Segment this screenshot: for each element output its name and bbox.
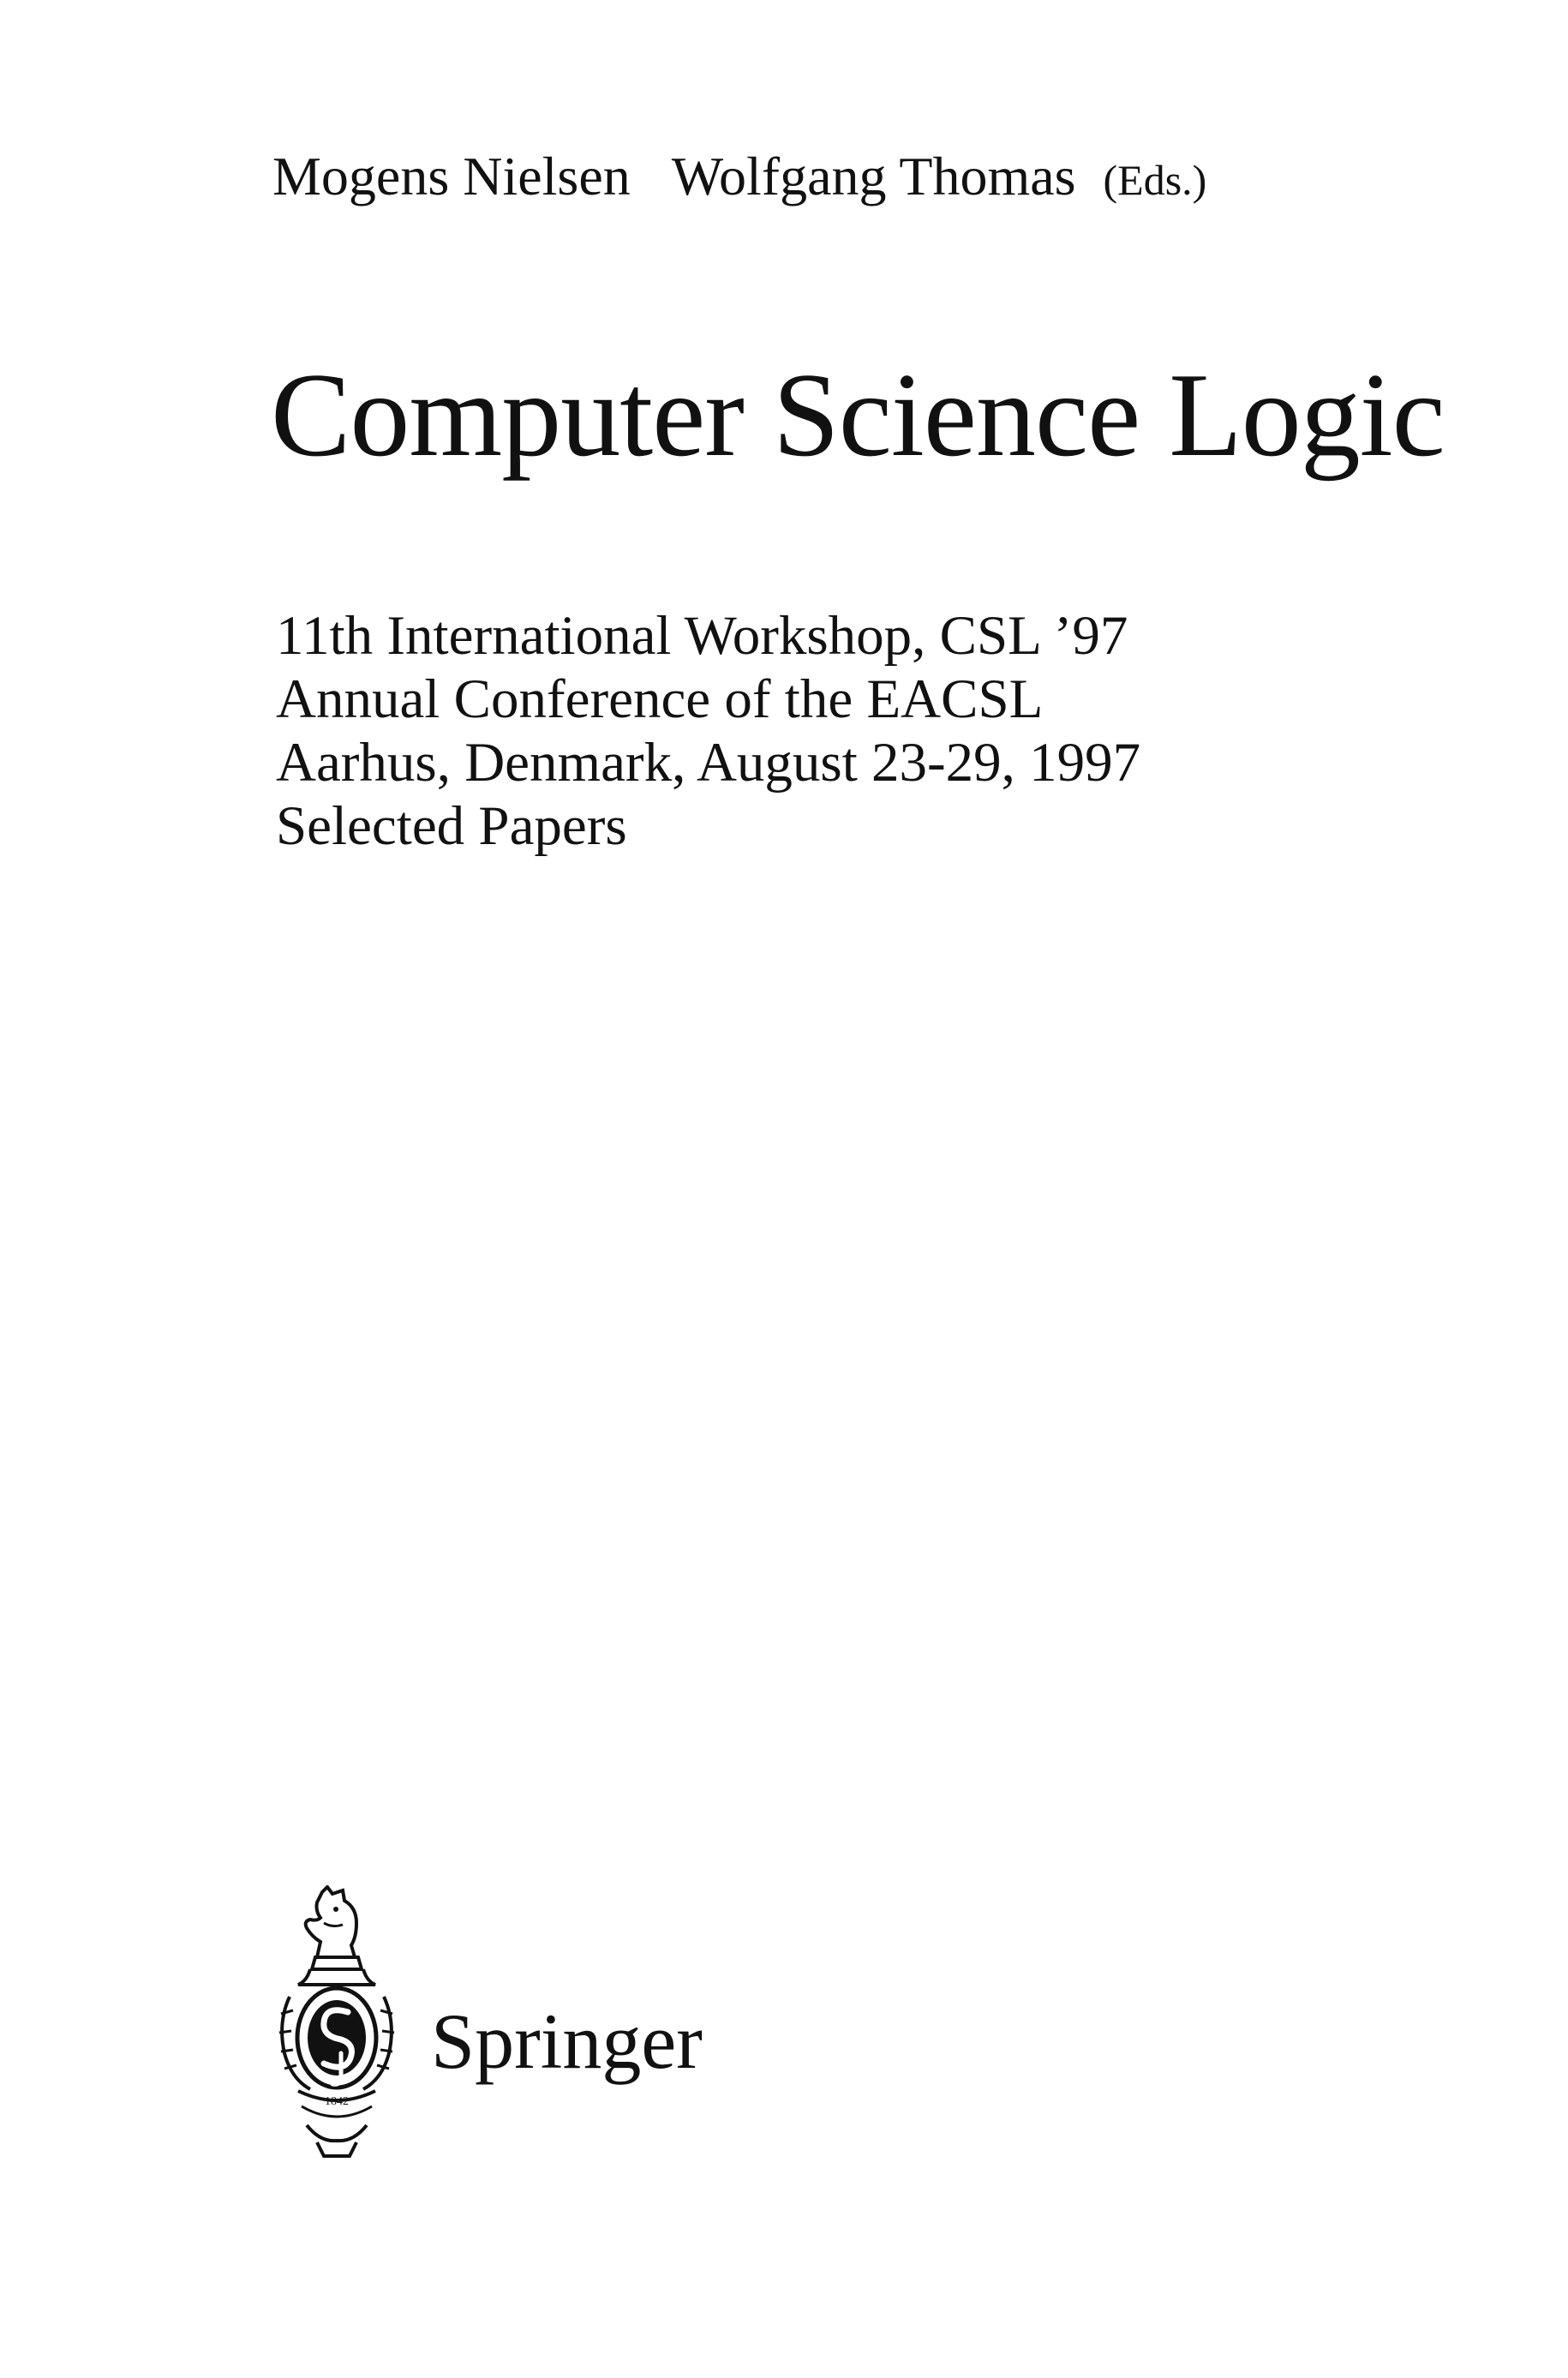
editors-suffix: (Eds.) [1103,156,1207,204]
subtitle-block [276,604,1140,858]
springer-knight-logo-icon [272,1885,401,2159]
editors-line [272,144,1206,213]
editor-name: Wolfgang Thomas [671,146,1076,207]
editor-name: Mogens Nielsen [272,146,631,207]
subtitle-line: Selected Papers [276,795,627,857]
publisher-block [272,1885,787,2159]
logo-year: 1842 [325,2095,349,2108]
publisher-name: Springer [431,1998,703,2085]
subtitle-line: Aarhus, Denmark, August 23-29, 1997 [276,732,1141,794]
subtitle-line: Annual Conference of the EACSL [276,668,1044,730]
subtitle-line: 11th International Workshop, CSL ’97 [276,605,1128,667]
book-title: Computer Science Logic [271,349,1445,482]
